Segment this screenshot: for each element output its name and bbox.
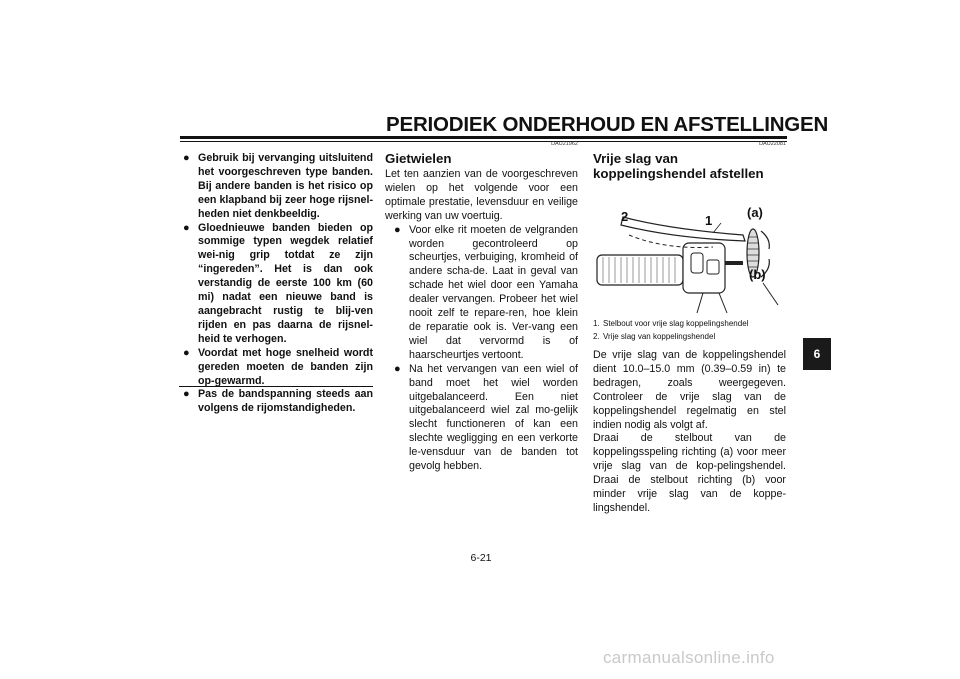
clutch-instructions: [593, 349, 786, 516]
body-paragraph: De vrije slag van de koppelingshendel dient 10.0–15.0 mm (0.39–0.59 in) te bedragen, zoals weergegeven. Controleer de vrije slag van de koppelingshendel regelmatig en stel indien nodig als volgt af.: [593, 349, 786, 431]
warning-bullet: [179, 152, 373, 222]
bullet-text: Pas de bandspanning steeds aan volgens de rijomstandigheden.: [198, 388, 373, 415]
caption-number: 1.: [593, 319, 600, 328]
bullet-icon: ●: [394, 223, 401, 236]
figure-label-1: 1: [705, 213, 713, 228]
section-gietwielen: [385, 140, 578, 474]
figure-label-2: 2: [621, 209, 629, 224]
chapter-tab: 6: [803, 338, 831, 370]
caption-number: 2.: [593, 331, 600, 341]
section-code: DAU21962: [551, 141, 578, 147]
watermark: carmanualsonline.info: [603, 648, 775, 667]
page-header-title: PERIODIEK ONDERHOUD EN AFSTELLINGEN: [386, 113, 829, 136]
section-intro: Let ten aanzien van de voorgeschreven wielen op het volgende voor een optimale prestatie, levensduur en veilige werking van uw voertuig.: [385, 168, 578, 222]
warning-bullet: [179, 388, 373, 416]
list-item-text: Na het vervangen van een wiel of band moet het wiel worden uitgebalanceerd. Een niet uitgebalanceerd wiel zal mo-gelijk slecht functioneren of kan een slechte wegligging en een verkorte le-vensduur van de banden tot gevolg hebben.: [409, 362, 578, 473]
list-item: [385, 363, 578, 474]
warning-bullet: [179, 222, 373, 347]
bullet-text: Gebruik bij vervanging uitsluitend het voorgeschreven type banden. Bij andere banden is het risico op een klapband bij zeer hoge rijsnel-heden niet denkbeeldig.: [198, 152, 373, 220]
figure-label-a: (a): [747, 205, 763, 220]
warning-end-rule: [179, 386, 373, 387]
bullet-text: Gloednieuwe banden bieden op sommige typen wegdek relatief wei-nig grip totdat ze zijn “ingereden”. Het is dan ook verstandig de eerste 100 km (60 mi) nadat een nieuwe band is aangebracht rustig te blij-ven rijden en pas daarna de rijsnel-heid te verhogen.: [198, 221, 373, 345]
bullet-icon: ●: [394, 362, 401, 375]
section-heading: Vrije slag van koppelingshendel afstellen: [593, 151, 764, 181]
bullet-icon: ●: [183, 346, 190, 359]
warning-bullets: [179, 152, 373, 416]
figure-caption: [593, 318, 786, 343]
warning-bullet: [179, 347, 373, 389]
bullet-icon: ●: [183, 221, 190, 234]
list-item: [385, 224, 578, 363]
caption-text: Vrije slag van koppelingshendel: [603, 331, 716, 341]
caption-text: Stelbout voor vrije slag koppelingshendel: [603, 319, 749, 328]
section-koppelingshendel: [593, 140, 786, 183]
caption-item: [593, 318, 786, 331]
clutch-lever-figure: [593, 205, 783, 315]
bullet-icon: ●: [183, 152, 190, 164]
bullet-text: Voordat met hoge snelheid wordt gereden moeten de banden zijn op-gewarmd.: [198, 346, 373, 387]
body-paragraph: Draai de stelbout van de koppelingsspeling richting (a) voor meer vrije slag van de kop-pelingshendel. Draai de stelbout richting (b) voor minder vrije slag van de koppe-lingshendel.: [593, 432, 786, 514]
caption-item: [593, 331, 786, 344]
bullet-icon: ●: [183, 388, 190, 401]
figure-label-b: (b): [749, 267, 766, 282]
header-rule-thick: [180, 136, 787, 139]
section-heading: Gietwielen: [385, 151, 452, 166]
section-code: DAU22081: [759, 141, 786, 147]
list-item-text: Voor elke rit moeten de velgranden worden gecontroleerd op scheurtjes, verbuiging, kromheid of andere scha-de. Laat in geval van schade het wiel door een Yamaha dealer vervangen. Probeer het wiel nooit zelf te repare-ren, hoe klein de reparatie ook is. Ver-vang een wiel dat vervormd is of haarscheurtjes vertoont.: [409, 223, 578, 361]
page-number: 6-21: [470, 552, 492, 564]
